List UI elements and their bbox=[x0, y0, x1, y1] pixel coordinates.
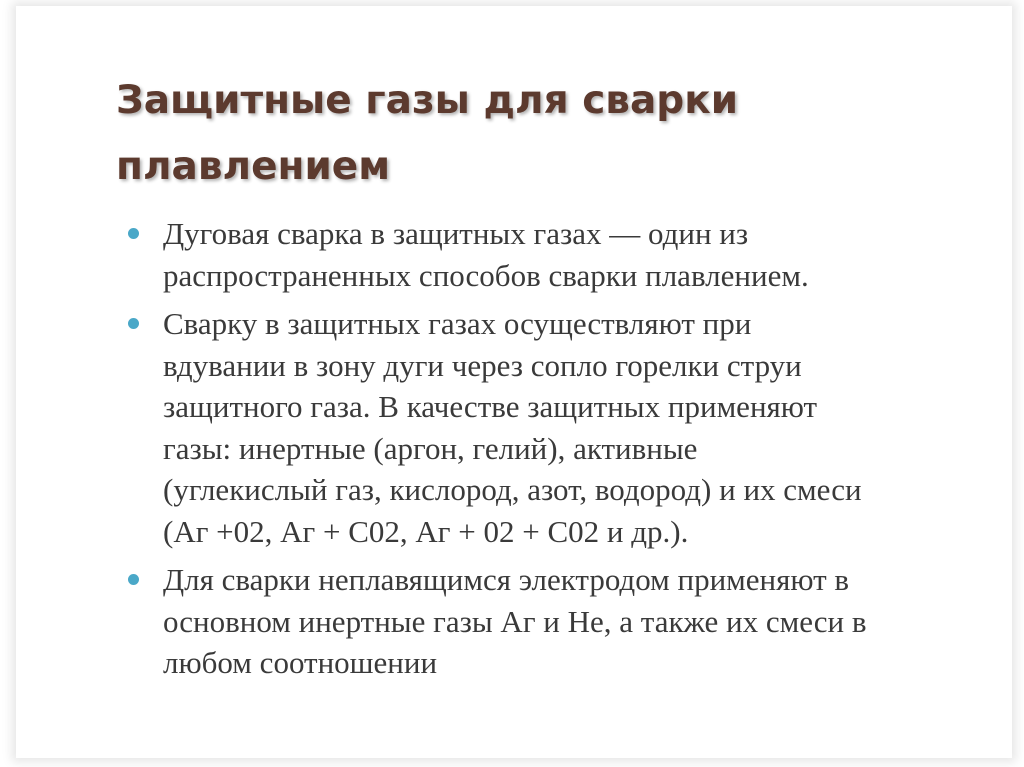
bullet-2-line-2: вдувании в зону дуги через сопло горелки струи bbox=[163, 347, 802, 383]
slide-title bbox=[116, 68, 816, 200]
bullet-item-3 bbox=[128, 559, 988, 684]
bullet-2-line-5: (углекислый газ, кислород, азот, водород) и их смеси bbox=[163, 472, 862, 507]
bullet-item-2 bbox=[128, 303, 988, 552]
bullet-3-line-3: любом соотношении bbox=[163, 645, 438, 680]
bullet-2-line-4: газы: инертные (аргон, гелий), активные bbox=[163, 430, 698, 466]
title-line-2: плавлением bbox=[116, 144, 391, 189]
bullet-2-line-6: (Аг +02, Аг + С02, Аг + 02 + С02 и др.). bbox=[163, 513, 689, 549]
title-line-1: Защитные газы для сварки bbox=[116, 78, 739, 123]
bullet-list bbox=[128, 213, 988, 691]
bullet-2-line-3: защитного газа. В качестве защитных применяют bbox=[163, 389, 818, 424]
bullet-dot-icon bbox=[128, 318, 139, 329]
bullet-2-line-1: Сварку в защитных газах осуществляют при bbox=[163, 306, 752, 341]
bullet-3-line-2: основном инертные газы Аг и Не, а также их смеси в bbox=[163, 603, 867, 639]
slide bbox=[16, 6, 1012, 758]
bullet-item-1 bbox=[128, 213, 988, 296]
bullet-dot-icon bbox=[128, 574, 139, 585]
bullet-1-line-2: распространенных способов сварки плавлением. bbox=[163, 257, 809, 293]
bullet-1-line-1: Дуговая сварка в защитных газах — один из bbox=[163, 216, 749, 251]
bullet-3-line-1: Для сварки неплавящимся электродом применяют в bbox=[163, 562, 850, 597]
bullet-dot-icon bbox=[128, 228, 139, 239]
